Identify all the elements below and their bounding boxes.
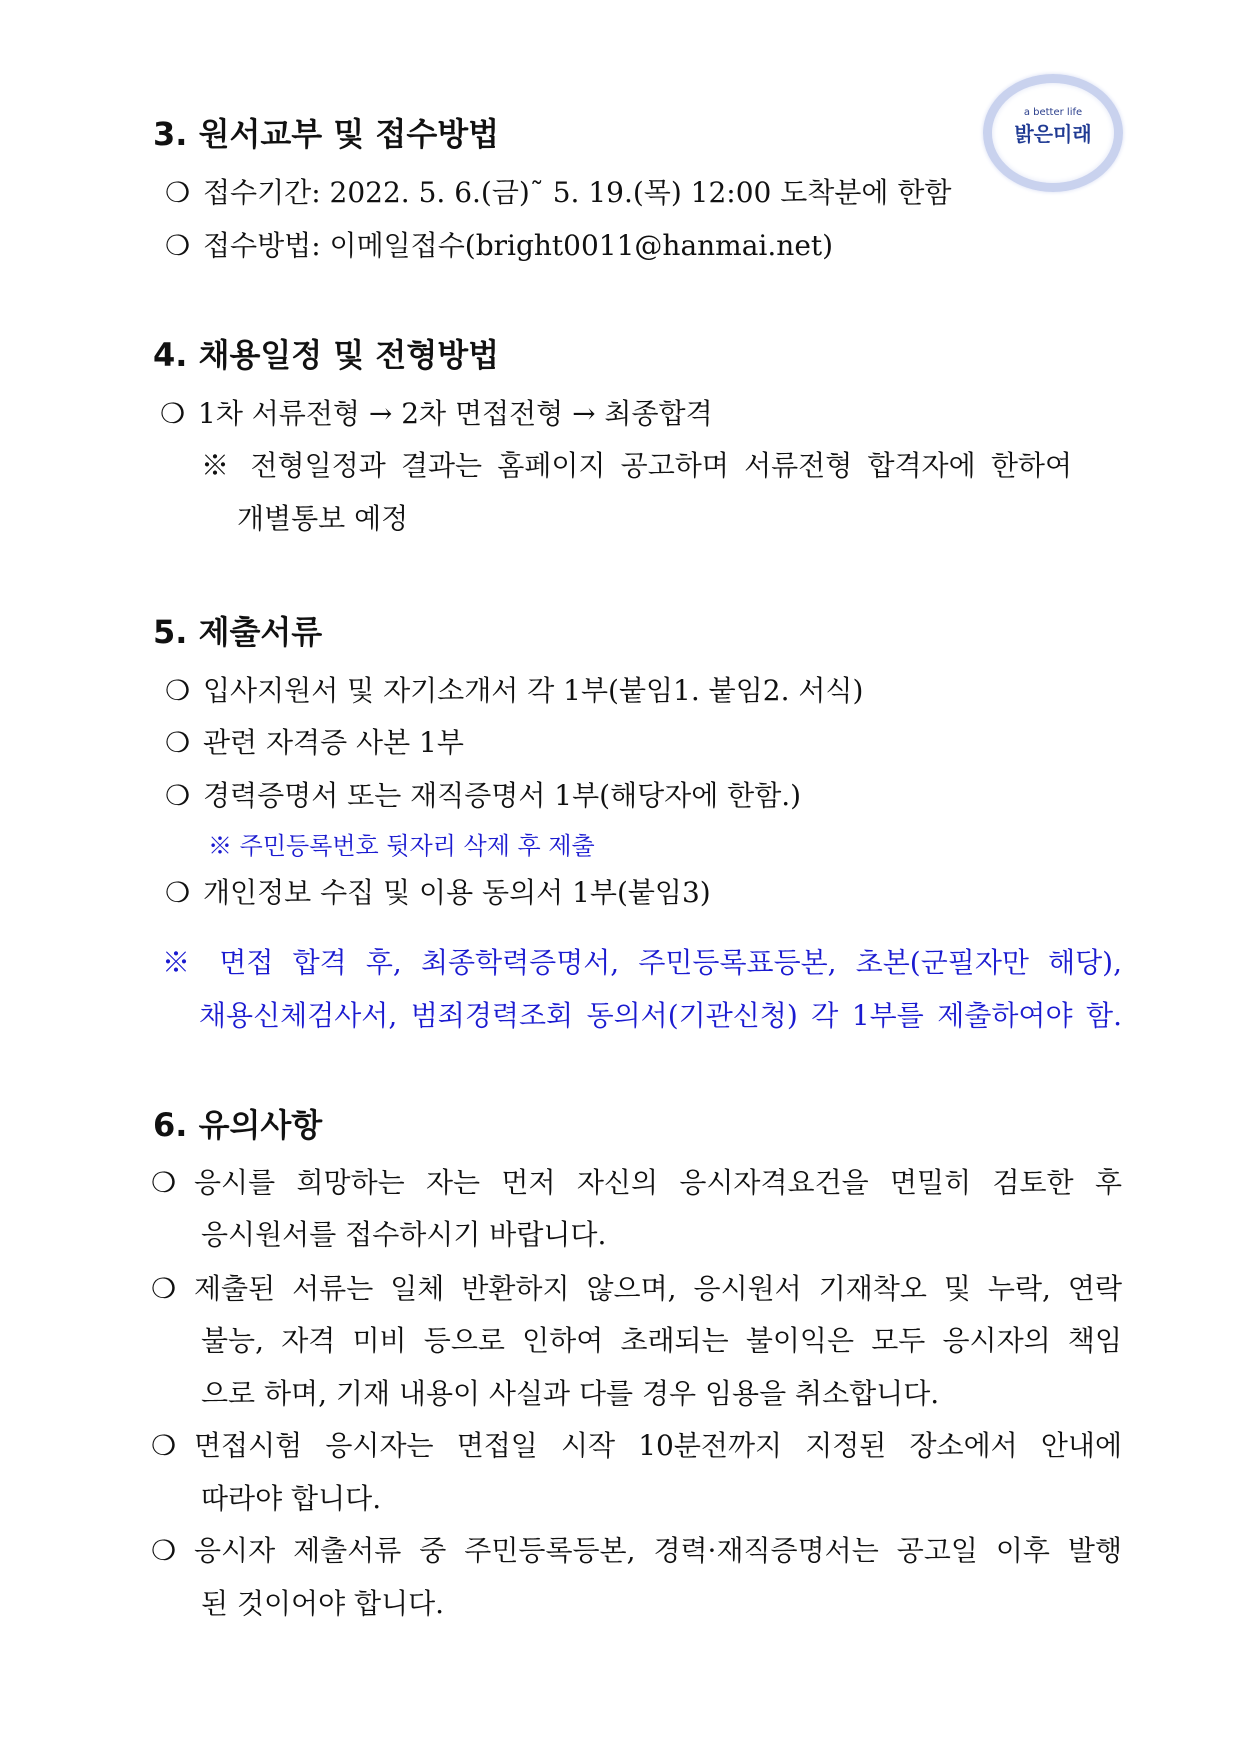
notice-line: 제출된 서류는 일체 반환하지 않으며, 응시원서 기재착오 및 누락, 연락 [194, 1272, 1122, 1305]
item-text: 접수기간: 2022. 5. 6.(금)˜ 5. 19.(목) 12:00 도착분에 한함 [203, 176, 952, 209]
note-line: 개별통보 예정 [237, 502, 409, 535]
item-text: 1차 서류전형 → 2차 면접전형 → 최종합격 [198, 397, 713, 430]
notice-line: 응시원서를 접수하시기 바랍니다. [201, 1218, 607, 1251]
item-text: 개인정보 수집 및 이용 동의서 1부(붙임3) [203, 876, 711, 909]
item-text: 관련 자격증 사본 1부 [203, 726, 464, 759]
list-item [165, 779, 801, 813]
bullet-icon: ❍ [151, 1272, 177, 1305]
section-4-title: 4. 채용일정 및 전형방법 [153, 336, 500, 374]
organization-logo [983, 74, 1123, 192]
item-text: 경력증명서 또는 재직증명서 1부(해당자에 한함.) [203, 779, 802, 812]
item-text: 입사지원서 및 자기소개서 각 1부(붙임1. 붙임2. 서식) [203, 674, 864, 707]
bullet-icon: ❍ [165, 876, 191, 909]
list-item [165, 229, 833, 263]
blue-note-line: ※ 면접 합격 후, 최종학력증명서, 주민등록표등본, 초본(군필자만 해당), [162, 946, 1122, 979]
notice-line: 응시자 제출서류 중 주민등록등본, 경력·재직증명서는 공고일 이후 발행 [194, 1534, 1122, 1567]
bullet-icon: ❍ [151, 1166, 177, 1199]
list-item [160, 397, 713, 431]
bullet-icon: ❍ [151, 1429, 177, 1462]
bullet-icon: ❍ [165, 229, 191, 262]
notice-line: 응시를 희망하는 자는 먼저 자신의 응시자격요건을 면밀히 검토한 후 [194, 1166, 1122, 1199]
bullet-icon: ❍ [151, 1534, 177, 1567]
list-item [165, 674, 863, 708]
bullet-icon: ❍ [165, 674, 191, 707]
list-item [165, 176, 951, 210]
bullet-icon: ❍ [160, 397, 186, 430]
sub-note: ※ 주민등록번호 뒷자리 삭제 후 제출 [208, 832, 595, 860]
notice-line: 불능, 자격 미비 등으로 인하여 초래되는 불이익은 모두 응시자의 책임 [201, 1324, 1122, 1357]
bullet-icon: ❍ [165, 176, 191, 209]
list-item [165, 876, 711, 910]
logo-name: 밝은미래 [1014, 122, 1092, 146]
note-line: ※ 전형일정과 결과는 홈페이지 공고하며 서류전형 합격자에 한하여 [201, 449, 1072, 482]
item-text: 접수방법: 이메일접수(bright0011@hanmai.net) [203, 229, 834, 262]
notice-line: 으로 하며, 기재 내용이 사실과 다를 경우 임용을 취소합니다. [201, 1377, 940, 1410]
section-3-title: 3. 원서교부 및 접수방법 [153, 115, 500, 153]
list-item [165, 726, 464, 760]
section-5-title: 5. 제출서류 [153, 613, 323, 651]
notice-line: 면접시험 응시자는 면접일 시작 10분전까지 지정된 장소에서 안내에 [194, 1429, 1122, 1462]
notice-line: 따라야 합니다. [201, 1482, 382, 1515]
notice-line: 된 것이어야 합니다. [201, 1587, 445, 1620]
section-6-title: 6. 유의사항 [153, 1106, 323, 1144]
logo-tagline: a better life [1023, 107, 1083, 118]
blue-note-line: 채용신체검사서, 범죄경력조회 동의서(기관신청) 각 1부를 제출하여야 함. [199, 999, 1122, 1032]
bullet-icon: ❍ [165, 726, 191, 759]
bullet-icon: ❍ [165, 779, 191, 812]
